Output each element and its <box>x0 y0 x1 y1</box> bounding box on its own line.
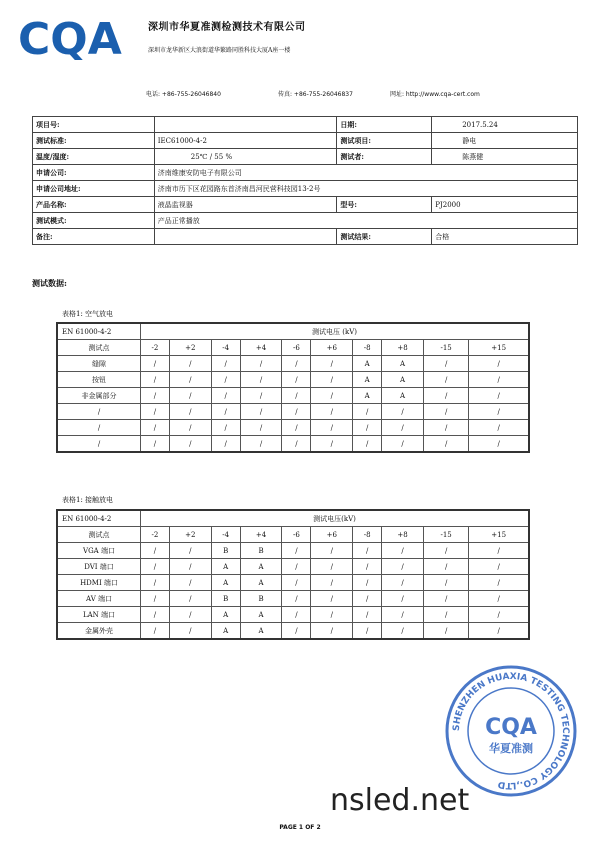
table-header-row <box>57 510 529 527</box>
voltage-header-cell: +6 <box>311 340 353 356</box>
result-cell: B <box>240 591 282 607</box>
test-info-table <box>32 116 578 245</box>
result-cell: / <box>282 559 311 575</box>
result-cell: / <box>282 575 311 591</box>
result-cell: / <box>282 404 311 420</box>
result-cell: A <box>240 607 282 623</box>
voltage-header-cell: -8 <box>353 527 382 543</box>
table-row <box>33 181 578 197</box>
result-cell: A <box>240 575 282 591</box>
test-point-label: 缝隙 <box>57 356 141 372</box>
result-cell: / <box>282 388 311 404</box>
result-cell: / <box>141 575 170 591</box>
result-cell: / <box>469 607 529 623</box>
table-row <box>33 165 578 181</box>
result-cell: A <box>211 623 240 640</box>
result-cell: / <box>469 388 529 404</box>
table-row <box>33 117 578 133</box>
result-cell: / <box>240 436 282 453</box>
test-point-label: HDMI 端口 <box>57 575 141 591</box>
result-cell: / <box>169 559 211 575</box>
tester-label: 测试者: <box>337 149 432 165</box>
table-row <box>57 543 529 559</box>
product-label: 产品名称: <box>33 197 155 213</box>
result-cell: / <box>311 559 353 575</box>
standard-cell: EN 61000-4-2 <box>57 323 141 340</box>
result-cell: / <box>311 575 353 591</box>
remark-value <box>154 229 337 245</box>
date-label: 日期: <box>337 117 432 133</box>
result-cell: / <box>141 404 170 420</box>
result-cell: A <box>382 388 424 404</box>
result-cell: / <box>311 591 353 607</box>
table-row <box>57 372 529 388</box>
standard-label: 测试标准: <box>33 133 155 149</box>
table-row <box>57 404 529 420</box>
table-row <box>33 229 578 245</box>
test-point-label: / <box>57 436 141 453</box>
result-cell: / <box>141 559 170 575</box>
table-row <box>57 591 529 607</box>
result-cell: A <box>353 372 382 388</box>
result-cell: B <box>211 591 240 607</box>
company-address: 深圳市龙华新区大浪街道华繁路同胜科技大厦A座一楼 <box>148 47 291 54</box>
temp-humidity-value: 25℃ / 55 % <box>154 149 337 165</box>
table-row <box>57 436 529 453</box>
standard-value: IEC61000-4-2 <box>154 133 337 149</box>
voltage-header-cell: -15 <box>423 527 468 543</box>
test-point-label: / <box>57 420 141 436</box>
result-cell: / <box>311 404 353 420</box>
result-cell: / <box>141 356 170 372</box>
result-cell: / <box>382 559 424 575</box>
result-cell: / <box>382 591 424 607</box>
result-cell: / <box>311 436 353 453</box>
phone-number: 电话: +86-755-26046840 <box>146 91 221 98</box>
result-cell: / <box>240 356 282 372</box>
result-label: 测试结果: <box>337 229 432 245</box>
fax-number: 传真: +86-755-26046837 <box>278 91 353 98</box>
result-cell: B <box>240 543 282 559</box>
result-cell: / <box>469 575 529 591</box>
result-cell: / <box>469 420 529 436</box>
result-cell: / <box>423 436 468 453</box>
voltage-header-cell: -2 <box>141 527 170 543</box>
contact-discharge-table <box>56 509 530 640</box>
result-cell: / <box>311 607 353 623</box>
voltage-header-cell: -4 <box>211 340 240 356</box>
result-cell: / <box>169 356 211 372</box>
result-cell: / <box>353 607 382 623</box>
voltage-header-cell: +15 <box>469 340 529 356</box>
voltage-header-cell: +2 <box>169 527 211 543</box>
applicant-value: 济南维康安防电子有限公司 <box>154 165 577 181</box>
result-cell: / <box>353 420 382 436</box>
result-cell: / <box>311 388 353 404</box>
table-row <box>57 575 529 591</box>
result-cell: / <box>353 559 382 575</box>
result-cell: / <box>423 591 468 607</box>
applicant-label: 申请公司: <box>33 165 155 181</box>
result-cell: / <box>169 543 211 559</box>
watermark: nsled.net <box>330 783 470 818</box>
table-row <box>57 623 529 640</box>
result-cell: / <box>141 436 170 453</box>
result-cell: / <box>423 607 468 623</box>
applicant-address-label: 申请公司地址: <box>33 181 155 197</box>
result-cell: / <box>169 372 211 388</box>
result-cell: / <box>469 356 529 372</box>
seal-logo-text: CQA <box>485 715 537 740</box>
test-point-label: VGA 端口 <box>57 543 141 559</box>
test-data-title: 测试数据: <box>32 278 67 288</box>
result-cell: / <box>282 623 311 640</box>
result-cell: / <box>469 543 529 559</box>
result-cell: A <box>240 559 282 575</box>
result-cell: A <box>382 372 424 388</box>
test-item-label: 测试项目: <box>337 133 432 149</box>
table-row <box>57 559 529 575</box>
contact-discharge-title: 表格1: 接触放电 <box>62 496 114 504</box>
model-label: 型号: <box>337 197 432 213</box>
result-cell: / <box>141 591 170 607</box>
table-row <box>57 420 529 436</box>
result-cell: / <box>353 404 382 420</box>
test-point-label: / <box>57 404 141 420</box>
result-cell: / <box>353 436 382 453</box>
result-cell: / <box>169 388 211 404</box>
air-discharge-title: 表格1: 空气放电 <box>62 310 114 318</box>
result-cell: / <box>382 607 424 623</box>
result-cell: / <box>141 623 170 640</box>
result-cell: A <box>353 356 382 372</box>
result-cell: / <box>423 543 468 559</box>
website: 网址: http://www.cqa-cert.com <box>390 91 480 98</box>
result-cell: / <box>353 543 382 559</box>
result-cell: / <box>423 404 468 420</box>
result-cell: / <box>353 575 382 591</box>
model-value: PJ2000 <box>432 197 578 213</box>
result-cell: / <box>169 607 211 623</box>
voltage-header: 测试电压 (kV) <box>141 323 530 340</box>
table-row <box>57 607 529 623</box>
project-no-value <box>154 117 337 133</box>
result-cell: / <box>240 404 282 420</box>
table-row <box>57 388 529 404</box>
result-cell: / <box>141 543 170 559</box>
voltage-row <box>57 340 529 356</box>
result-cell: / <box>469 436 529 453</box>
result-cell: / <box>423 420 468 436</box>
date-value: 2017.5.24 <box>432 117 578 133</box>
test-point-label: 金属外壳 <box>57 623 141 640</box>
result-cell: / <box>382 420 424 436</box>
result-cell: / <box>469 404 529 420</box>
company-seal <box>444 664 578 798</box>
result-cell: / <box>141 420 170 436</box>
voltage-header-cell: -4 <box>211 527 240 543</box>
result-cell: / <box>423 575 468 591</box>
result-cell: / <box>423 356 468 372</box>
result-cell: / <box>282 543 311 559</box>
test-point-label: DVI 端口 <box>57 559 141 575</box>
test-point-header: 测试点 <box>57 340 141 356</box>
result-cell: / <box>469 623 529 640</box>
result-cell: / <box>382 436 424 453</box>
test-point-label: 非金属部分 <box>57 388 141 404</box>
result-cell: / <box>423 623 468 640</box>
result-cell: / <box>353 591 382 607</box>
table-header-row <box>57 323 529 340</box>
voltage-header-cell: +8 <box>382 527 424 543</box>
result-cell: / <box>169 436 211 453</box>
table-row <box>57 356 529 372</box>
result-cell: A <box>211 607 240 623</box>
result-cell: / <box>211 356 240 372</box>
voltage-header-cell: +2 <box>169 340 211 356</box>
voltage-header-cell: -8 <box>353 340 382 356</box>
result-cell: / <box>211 388 240 404</box>
result-cell: / <box>282 591 311 607</box>
voltage-header-cell: +4 <box>240 527 282 543</box>
test-mode-value: 产品正常播放 <box>154 213 577 229</box>
result-cell: A <box>353 388 382 404</box>
result-cell: / <box>211 404 240 420</box>
test-mode-label: 测试模式: <box>33 213 155 229</box>
table-row <box>33 133 578 149</box>
result-cell: / <box>311 356 353 372</box>
result-cell: / <box>469 559 529 575</box>
table-row <box>33 213 578 229</box>
tester-value: 陈燕健 <box>432 149 578 165</box>
test-point-label: 按钮 <box>57 372 141 388</box>
project-no-label: 项目号: <box>33 117 155 133</box>
voltage-header-cell: -15 <box>423 340 468 356</box>
result-cell: A <box>211 559 240 575</box>
test-point-label: LAN 端口 <box>57 607 141 623</box>
table-row <box>33 197 578 213</box>
table-row <box>33 149 578 165</box>
product-value: 液晶监视器 <box>154 197 337 213</box>
result-cell: / <box>382 575 424 591</box>
result-cell: / <box>353 623 382 640</box>
remark-label: 备注: <box>33 229 155 245</box>
voltage-header-cell: -6 <box>282 527 311 543</box>
result-cell: / <box>211 372 240 388</box>
result-cell: / <box>311 543 353 559</box>
page-footer: PAGE 1 OF 2 <box>279 824 321 831</box>
result-cell: / <box>211 420 240 436</box>
result-cell: / <box>282 436 311 453</box>
result-cell: / <box>423 559 468 575</box>
result-cell: / <box>240 372 282 388</box>
result-cell: / <box>141 388 170 404</box>
result-cell: / <box>423 388 468 404</box>
seal-ring-text: SHENZHEN HUAXIA TESTING TECHNOLOGY CO.,LTD <box>451 671 571 791</box>
result-cell: / <box>282 372 311 388</box>
voltage-header-cell: +15 <box>469 527 529 543</box>
test-point-header: 测试点 <box>57 527 141 543</box>
voltage-header: 测试电压(kV) <box>141 510 530 527</box>
voltage-row <box>57 527 529 543</box>
result-cell: / <box>382 543 424 559</box>
result-cell: / <box>282 607 311 623</box>
seal-name-text: 华夏准测 <box>489 742 533 755</box>
result-cell: / <box>469 591 529 607</box>
air-discharge-table <box>56 322 530 453</box>
result-cell: / <box>169 623 211 640</box>
result-cell: / <box>282 356 311 372</box>
applicant-address-value: 济南市历下区花园路东首济南昌河民营科技园13-2号 <box>154 181 577 197</box>
test-point-label: AV 端口 <box>57 591 141 607</box>
result-cell: / <box>211 436 240 453</box>
test-item-value: 静电 <box>432 133 578 149</box>
voltage-header-cell: +6 <box>311 527 353 543</box>
voltage-header-cell: +4 <box>240 340 282 356</box>
result-cell: / <box>311 420 353 436</box>
result-cell: / <box>423 372 468 388</box>
result-value: 合格 <box>432 229 578 245</box>
result-cell: / <box>469 372 529 388</box>
result-cell: / <box>382 404 424 420</box>
result-cell: A <box>382 356 424 372</box>
result-cell: / <box>282 420 311 436</box>
cqa-logo <box>18 14 130 60</box>
result-cell: / <box>311 623 353 640</box>
voltage-header-cell: -2 <box>141 340 170 356</box>
standard-cell: EN 61000-4-2 <box>57 510 141 527</box>
result-cell: / <box>311 372 353 388</box>
result-cell: / <box>141 607 170 623</box>
logo-text: CQA <box>18 14 122 60</box>
result-cell: / <box>169 420 211 436</box>
temp-humidity-label: 温度/湿度: <box>33 149 155 165</box>
result-cell: A <box>211 575 240 591</box>
result-cell: / <box>169 591 211 607</box>
result-cell: A <box>240 623 282 640</box>
result-cell: / <box>169 404 211 420</box>
company-name: 深圳市华夏准测检测技术有限公司 <box>148 22 306 33</box>
result-cell: / <box>240 420 282 436</box>
result-cell: / <box>169 575 211 591</box>
result-cell: / <box>382 623 424 640</box>
result-cell: B <box>211 543 240 559</box>
result-cell: / <box>141 372 170 388</box>
voltage-header-cell: -6 <box>282 340 311 356</box>
result-cell: / <box>240 388 282 404</box>
voltage-header-cell: +8 <box>382 340 424 356</box>
